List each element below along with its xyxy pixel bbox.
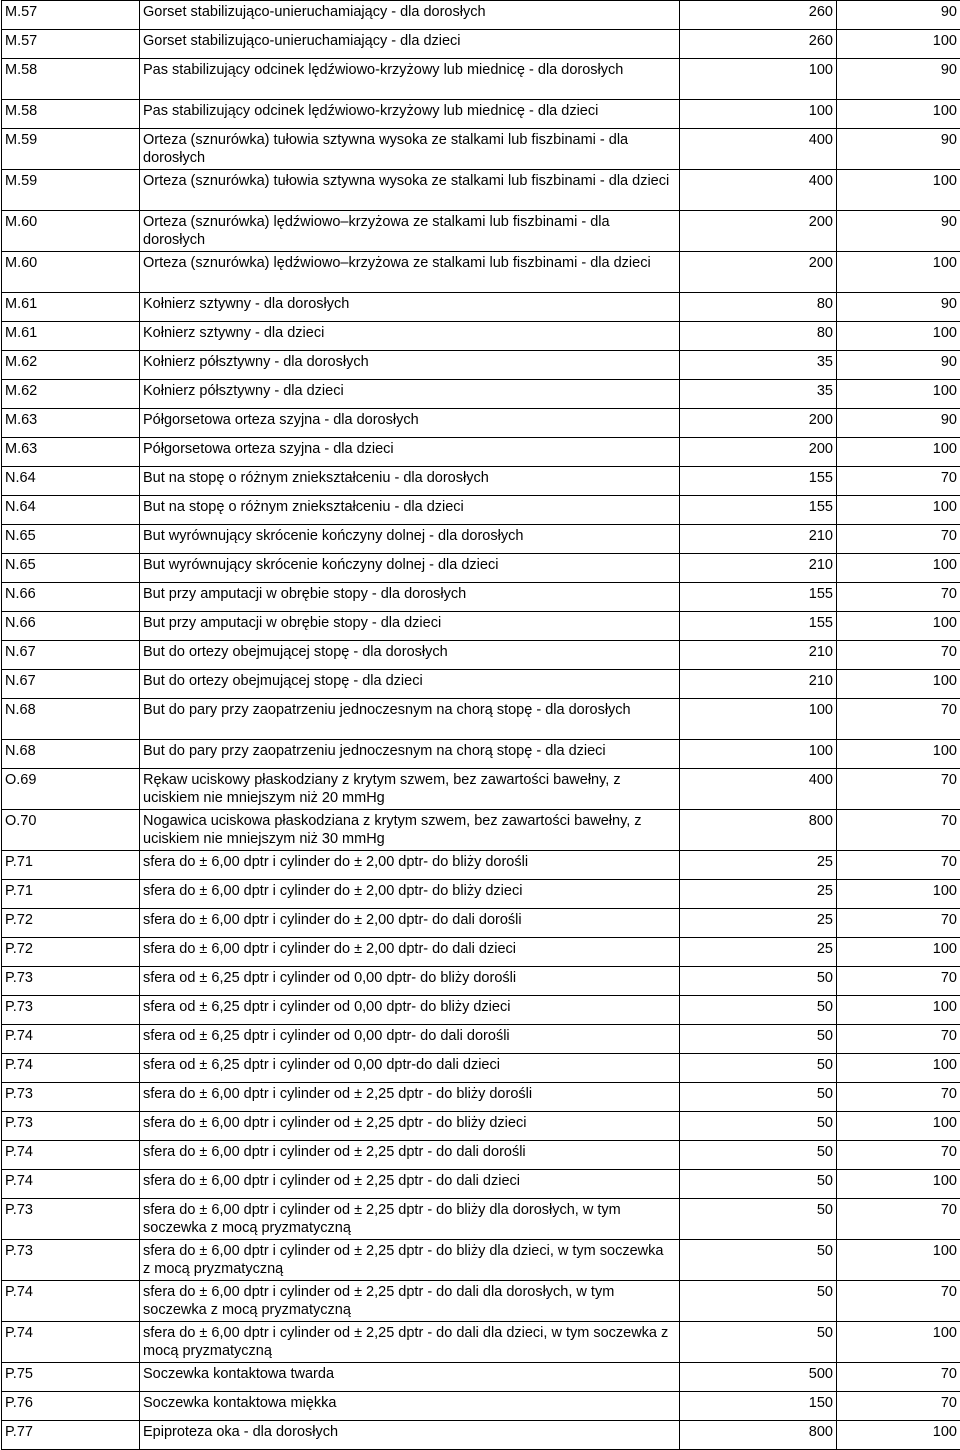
- table-row: [2, 909, 960, 938]
- item-percentage: 100: [837, 1112, 960, 1141]
- item-percentage: 100: [837, 938, 960, 967]
- item-price-limit: 800: [680, 810, 837, 851]
- item-price-limit: 100: [680, 699, 837, 740]
- table-row: [2, 1322, 960, 1363]
- item-code: P.76: [2, 1392, 140, 1421]
- item-price-limit: 800: [680, 1421, 837, 1450]
- item-price-limit: 50: [680, 1322, 837, 1363]
- table-row: [2, 59, 960, 100]
- item-percentage: 100: [837, 380, 960, 409]
- table-row: [2, 129, 960, 170]
- item-percentage: 100: [837, 612, 960, 641]
- item-description: Epiproteza oka - dla dorosłych: [140, 1421, 680, 1450]
- item-percentage: 100: [837, 322, 960, 351]
- table-row: [2, 612, 960, 641]
- table-row: [2, 851, 960, 880]
- item-code: M.61: [2, 322, 140, 351]
- item-code: M.59: [2, 170, 140, 211]
- item-percentage: 70: [837, 1363, 960, 1392]
- item-code: O.70: [2, 810, 140, 851]
- table-row: [2, 670, 960, 699]
- item-percentage: 70: [837, 909, 960, 938]
- item-price-limit: 210: [680, 554, 837, 583]
- item-description: sfera do ± 6,00 dptr i cylinder od ± 2,25 dptr - do dali dzieci: [140, 1170, 680, 1199]
- item-price-limit: 100: [680, 740, 837, 769]
- table-row: [2, 699, 960, 740]
- item-price-limit: 155: [680, 612, 837, 641]
- item-description: But do ortezy obejmującej stopę - dla dzieci: [140, 670, 680, 699]
- item-price-limit: 80: [680, 322, 837, 351]
- table-row: [2, 1281, 960, 1322]
- item-percentage: 70: [837, 1281, 960, 1322]
- table-row: [2, 525, 960, 554]
- item-percentage: 70: [837, 810, 960, 851]
- table-row: [2, 1141, 960, 1170]
- table-row: [2, 1363, 960, 1392]
- table-row: [2, 496, 960, 525]
- item-description: But na stopę o różnym zniekształceniu - dla dzieci: [140, 496, 680, 525]
- item-code: M.57: [2, 30, 140, 59]
- item-percentage: 100: [837, 438, 960, 467]
- item-price-limit: 50: [680, 996, 837, 1025]
- item-percentage: 90: [837, 59, 960, 100]
- item-code: P.73: [2, 1083, 140, 1112]
- table-row: [2, 293, 960, 322]
- item-percentage: 100: [837, 740, 960, 769]
- table-row: [2, 467, 960, 496]
- table-row: [2, 100, 960, 129]
- item-description: But przy amputacji w obrębie stopy - dla dzieci: [140, 612, 680, 641]
- item-code: M.61: [2, 293, 140, 322]
- item-description: Orteza (sznurówka) lędźwiowo–krzyżowa ze stalkami lub fiszbinami - dla dorosłych: [140, 211, 680, 252]
- item-description: Półgorsetowa orteza szyjna - dla dorosłych: [140, 409, 680, 438]
- item-code: N.64: [2, 496, 140, 525]
- item-code: M.63: [2, 438, 140, 467]
- item-percentage: 90: [837, 129, 960, 170]
- item-code: M.57: [2, 1, 140, 30]
- item-percentage: 100: [837, 30, 960, 59]
- item-code: P.73: [2, 967, 140, 996]
- item-price-limit: 25: [680, 938, 837, 967]
- item-price-limit: 25: [680, 851, 837, 880]
- item-description: Półgorsetowa orteza szyjna - dla dzieci: [140, 438, 680, 467]
- item-percentage: 70: [837, 967, 960, 996]
- table-row: [2, 810, 960, 851]
- table-row: [2, 1083, 960, 1112]
- item-price-limit: 100: [680, 59, 837, 100]
- item-description: Kołnierz sztywny - dla dorosłych: [140, 293, 680, 322]
- item-percentage: 100: [837, 1054, 960, 1083]
- item-description: sfera do ± 6,00 dptr i cylinder do ± 2,00 dptr- do bliży dorośli: [140, 851, 680, 880]
- item-code: O.69: [2, 769, 140, 810]
- price-table: [1, 0, 960, 1450]
- item-price-limit: 400: [680, 769, 837, 810]
- item-price-limit: 210: [680, 670, 837, 699]
- item-description: But do pary przy zaopatrzeniu jednoczesnym na chorą stopę - dla dzieci: [140, 740, 680, 769]
- item-price-limit: 50: [680, 1025, 837, 1054]
- item-code: P.73: [2, 996, 140, 1025]
- item-percentage: 90: [837, 409, 960, 438]
- table-row: [2, 170, 960, 211]
- item-price-limit: 100: [680, 100, 837, 129]
- item-price-limit: 200: [680, 211, 837, 252]
- item-price-limit: 25: [680, 880, 837, 909]
- item-description: sfera do ± 6,00 dptr i cylinder od ± 2,25 dptr - do bliży dla dzieci, w tym soczewka z mocą pryzmatyczną: [140, 1240, 680, 1281]
- item-percentage: 90: [837, 293, 960, 322]
- item-description: Soczewka kontaktowa miękka: [140, 1392, 680, 1421]
- item-percentage: 100: [837, 252, 960, 293]
- item-description: Orteza (sznurówka) tułowia sztywna wysoka ze stalkami lub fiszbinami - dla dzieci: [140, 170, 680, 211]
- item-code: P.73: [2, 1199, 140, 1240]
- table-row: [2, 1240, 960, 1281]
- item-percentage: 70: [837, 583, 960, 612]
- item-description: sfera do ± 6,00 dptr i cylinder do ± 2,00 dptr- do dali dorośli: [140, 909, 680, 938]
- item-price-limit: 155: [680, 496, 837, 525]
- table-row: [2, 554, 960, 583]
- item-percentage: 70: [837, 1141, 960, 1170]
- item-code: M.62: [2, 351, 140, 380]
- item-percentage: 70: [837, 1025, 960, 1054]
- table-row: [2, 967, 960, 996]
- item-percentage: 100: [837, 670, 960, 699]
- item-price-limit: 400: [680, 170, 837, 211]
- item-percentage: 100: [837, 100, 960, 129]
- item-description: sfera do ± 6,00 dptr i cylinder od ± 2,25 dptr - do dali dla dorosłych, w tym soczewka z mocą pryzmatyczną: [140, 1281, 680, 1322]
- item-code: N.64: [2, 467, 140, 496]
- item-price-limit: 50: [680, 1170, 837, 1199]
- item-price-limit: 50: [680, 1141, 837, 1170]
- item-description: sfera do ± 6,00 dptr i cylinder od ± 2,25 dptr - do dali dla dzieci, w tym soczewka z mocą pryzmatyczną: [140, 1322, 680, 1363]
- item-price-limit: 50: [680, 1054, 837, 1083]
- table-row: [2, 211, 960, 252]
- item-percentage: 90: [837, 211, 960, 252]
- item-price-limit: 50: [680, 1199, 837, 1240]
- item-code: P.74: [2, 1025, 140, 1054]
- item-description: But przy amputacji w obrębie stopy - dla dorosłych: [140, 583, 680, 612]
- item-price-limit: 50: [680, 1240, 837, 1281]
- item-price-limit: 200: [680, 409, 837, 438]
- item-code: P.74: [2, 1141, 140, 1170]
- item-percentage: 100: [837, 996, 960, 1025]
- item-price-limit: 150: [680, 1392, 837, 1421]
- item-code: N.68: [2, 699, 140, 740]
- item-description: But do pary przy zaopatrzeniu jednoczesnym na chorą stopę - dla dorosłych: [140, 699, 680, 740]
- item-percentage: 70: [837, 699, 960, 740]
- table-row: [2, 938, 960, 967]
- item-percentage: 70: [837, 769, 960, 810]
- item-description: sfera do ± 6,00 dptr i cylinder od ± 2,25 dptr - do dali dorośli: [140, 1141, 680, 1170]
- item-description: But wyrównujący skrócenie kończyny dolnej - dla dzieci: [140, 554, 680, 583]
- item-description: sfera od ± 6,25 dptr i cylinder od 0,00 dptr- do bliży dorośli: [140, 967, 680, 996]
- item-percentage: 70: [837, 851, 960, 880]
- item-description: Gorset stabilizująco-unieruchamiający - dla dzieci: [140, 30, 680, 59]
- item-price-limit: 200: [680, 252, 837, 293]
- item-percentage: 70: [837, 467, 960, 496]
- item-description: Pas stabilizujący odcinek lędźwiowo-krzyżowy lub miednicę - dla dorosłych: [140, 59, 680, 100]
- table-row: [2, 1199, 960, 1240]
- item-percentage: 90: [837, 1, 960, 30]
- item-code: P.73: [2, 1240, 140, 1281]
- item-description: Gorset stabilizująco-unieruchamiający - dla dorosłych: [140, 1, 680, 30]
- item-code: M.58: [2, 100, 140, 129]
- table-row: [2, 769, 960, 810]
- item-price-limit: 50: [680, 1083, 837, 1112]
- table-row: [2, 322, 960, 351]
- item-code: P.77: [2, 1421, 140, 1450]
- item-code: M.63: [2, 409, 140, 438]
- item-percentage: 70: [837, 525, 960, 554]
- item-description: But na stopę o różnym zniekształceniu - dla dorosłych: [140, 467, 680, 496]
- item-price-limit: 50: [680, 967, 837, 996]
- item-percentage: 100: [837, 1240, 960, 1281]
- item-price-limit: 155: [680, 583, 837, 612]
- table-row: [2, 583, 960, 612]
- item-code: N.66: [2, 612, 140, 641]
- item-code: M.60: [2, 252, 140, 293]
- item-price-limit: 35: [680, 380, 837, 409]
- item-code: P.74: [2, 1054, 140, 1083]
- item-code: M.59: [2, 129, 140, 170]
- table-row: [2, 1, 960, 30]
- item-code: P.71: [2, 851, 140, 880]
- item-description: Kołnierz sztywny - dla dzieci: [140, 322, 680, 351]
- item-percentage: 70: [837, 1199, 960, 1240]
- item-percentage: 100: [837, 554, 960, 583]
- table-row: [2, 351, 960, 380]
- item-code: P.72: [2, 909, 140, 938]
- item-description: But do ortezy obejmującej stopę - dla dorosłych: [140, 641, 680, 670]
- item-price-limit: 260: [680, 30, 837, 59]
- table-row: [2, 880, 960, 909]
- item-code: N.65: [2, 525, 140, 554]
- table-row: [2, 252, 960, 293]
- item-price-limit: 50: [680, 1281, 837, 1322]
- item-percentage: 100: [837, 1322, 960, 1363]
- table-row: [2, 1421, 960, 1450]
- item-percentage: 100: [837, 880, 960, 909]
- item-description: Pas stabilizujący odcinek lędźwiowo-krzyżowy lub miednicę - dla dzieci: [140, 100, 680, 129]
- table-row: [2, 1170, 960, 1199]
- item-description: sfera do ± 6,00 dptr i cylinder od ± 2,25 dptr - do bliży dla dorosłych, w tym soczewka z mocą pryzmatyczną: [140, 1199, 680, 1240]
- item-code: P.74: [2, 1322, 140, 1363]
- item-price-limit: 200: [680, 438, 837, 467]
- item-percentage: 90: [837, 351, 960, 380]
- item-price-limit: 210: [680, 641, 837, 670]
- table-row: [2, 1112, 960, 1141]
- item-percentage: 70: [837, 1083, 960, 1112]
- item-description: Orteza (sznurówka) tułowia sztywna wysoka ze stalkami lub fiszbinami - dla dorosłych: [140, 129, 680, 170]
- item-price-limit: 210: [680, 525, 837, 554]
- item-price-limit: 400: [680, 129, 837, 170]
- item-code: N.67: [2, 641, 140, 670]
- item-code: P.71: [2, 880, 140, 909]
- item-code: P.74: [2, 1281, 140, 1322]
- item-price-limit: 155: [680, 467, 837, 496]
- item-percentage: 70: [837, 1392, 960, 1421]
- item-description: Kołnierz półsztywny - dla dzieci: [140, 380, 680, 409]
- item-description: sfera od ± 6,25 dptr i cylinder od 0,00 dptr- do bliży dzieci: [140, 996, 680, 1025]
- item-code: N.67: [2, 670, 140, 699]
- item-percentage: 100: [837, 1170, 960, 1199]
- item-code: P.72: [2, 938, 140, 967]
- item-price-limit: 50: [680, 1112, 837, 1141]
- item-code: M.58: [2, 59, 140, 100]
- table-row: [2, 30, 960, 59]
- item-price-limit: 35: [680, 351, 837, 380]
- item-description: Kołnierz półsztywny - dla dorosłych: [140, 351, 680, 380]
- item-price-limit: 80: [680, 293, 837, 322]
- item-description: sfera od ± 6,25 dptr i cylinder od 0,00 dptr-do dali dzieci: [140, 1054, 680, 1083]
- item-description: Rękaw uciskowy płaskodziany z krytym szwem, bez zawartości bawełny, z uciskiem nie mniejszym niż 20 mmHg: [140, 769, 680, 810]
- table-row: [2, 438, 960, 467]
- table-row: [2, 1025, 960, 1054]
- item-code: M.60: [2, 211, 140, 252]
- table-row: [2, 1054, 960, 1083]
- item-code: N.66: [2, 583, 140, 612]
- item-code: N.68: [2, 740, 140, 769]
- item-code: P.75: [2, 1363, 140, 1392]
- table-row: [2, 1392, 960, 1421]
- item-percentage: 100: [837, 496, 960, 525]
- table-row: [2, 740, 960, 769]
- table-row: [2, 641, 960, 670]
- item-code: M.62: [2, 380, 140, 409]
- table-row: [2, 409, 960, 438]
- item-description: But wyrównujący skrócenie kończyny dolnej - dla dorosłych: [140, 525, 680, 554]
- item-code: N.65: [2, 554, 140, 583]
- item-percentage: 70: [837, 641, 960, 670]
- item-description: sfera od ± 6,25 dptr i cylinder od 0,00 dptr- do dali dorośli: [140, 1025, 680, 1054]
- item-price-limit: 500: [680, 1363, 837, 1392]
- item-description: sfera do ± 6,00 dptr i cylinder do ± 2,00 dptr- do bliży dzieci: [140, 880, 680, 909]
- item-percentage: 100: [837, 170, 960, 211]
- item-description: sfera do ± 6,00 dptr i cylinder od ± 2,25 dptr - do bliży dorośli: [140, 1083, 680, 1112]
- item-description: sfera do ± 6,00 dptr i cylinder od ± 2,25 dptr - do bliży dzieci: [140, 1112, 680, 1141]
- item-description: Soczewka kontaktowa twarda: [140, 1363, 680, 1392]
- item-code: P.74: [2, 1170, 140, 1199]
- item-price-limit: 25: [680, 909, 837, 938]
- item-code: P.73: [2, 1112, 140, 1141]
- table-row: [2, 996, 960, 1025]
- item-price-limit: 260: [680, 1, 837, 30]
- item-description: sfera do ± 6,00 dptr i cylinder do ± 2,00 dptr- do dali dzieci: [140, 938, 680, 967]
- item-description: Orteza (sznurówka) lędźwiowo–krzyżowa ze stalkami lub fiszbinami - dla dzieci: [140, 252, 680, 293]
- item-description: Nogawica uciskowa płaskodziana z krytym szwem, bez zawartości bawełny, z uciskiem nie mniejszym niż 30 mmHg: [140, 810, 680, 851]
- table-body: [2, 1, 960, 1450]
- table-row: [2, 380, 960, 409]
- item-percentage: 100: [837, 1421, 960, 1450]
